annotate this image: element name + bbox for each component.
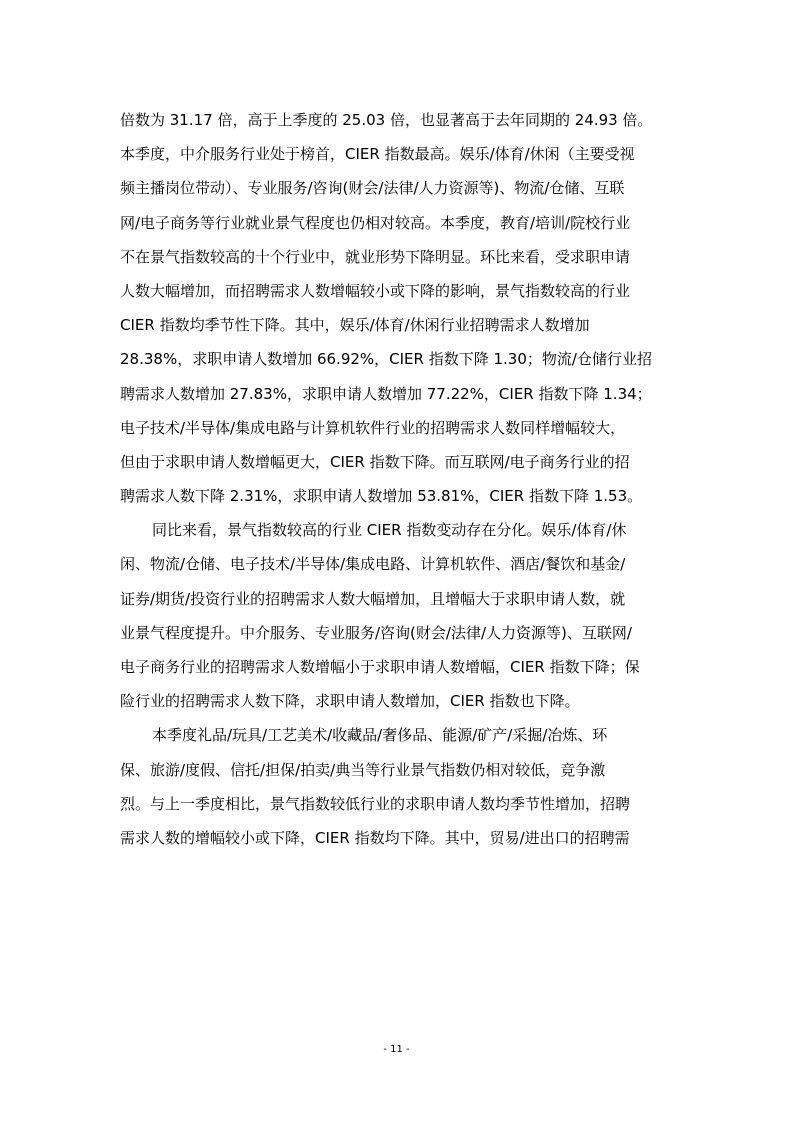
text-line: 28.38%，求职申请人数增加 66.92%，CIER 指数下降 1.30；物流/仓储行业招	[120, 350, 652, 369]
text-line: 需求人数的增幅较小或下降，CIER 指数均下降。其中，贸易/进出口的招聘需	[120, 828, 630, 847]
text-line: 业景气程度提升。中介服务、专业服务/咨询(财会/法律/人力资源等)、互联网/	[120, 623, 632, 642]
text-line: 同比来看，景气指数较高的行业 CIER 指数变动存在分化。娱乐/体育/休	[152, 521, 627, 540]
body-text	[120, 103, 675, 855]
text-line: 聘需求人数下降 2.31%，求职申请人数增加 53.81%，CIER 指数下降 1.53。	[120, 487, 643, 506]
text-line: 闲、物流/仓储、电子技术/半导体/集成电路、计算机软件、酒店/餐饮和基金/	[120, 555, 626, 574]
text-line: 电子技术/半导体/集成电路与计算机软件行业的招聘需求人数同样增幅较大，	[120, 418, 626, 437]
text-line: 烈。与上一季度相比，景气指数较低行业的求职申请人数均季节性增加，招聘	[120, 794, 631, 813]
text-line: 网/电子商务等行业就业景气程度也仍相对较高。本季度，教育/培训/院校行业	[120, 213, 631, 232]
text-line: 但由于求职申请人数增幅更大，CIER 指数下降。而互联网/电子商务行业的招	[120, 452, 630, 471]
text-line: 聘需求人数增加 27.83%，求职申请人数增加 77.22%，CIER 指数下降 1.34；	[120, 384, 652, 403]
text-line: 不在景气指数较高的十个行业中，就业形势下降明显。环比来看，受求职申请	[120, 247, 631, 266]
page-number: - 11 -	[383, 1044, 410, 1055]
text-line: 保、旅游/度假、信托/担保/拍卖/典当等行业景气指数仍相对较低，竞争激	[120, 760, 606, 779]
text-line: CIER 指数均季节性下降。其中，娱乐/体育/休闲行业招聘需求人数增加	[120, 316, 590, 335]
text-line: 证券/期货/投资行业的招聘需求人数大幅增加，且增幅大于求职申请人数，就	[120, 589, 626, 608]
text-line: 本季度礼品/玩具/工艺美术/收藏品/奢侈品、能源/矿产/采掘/冶炼、环	[152, 726, 608, 745]
text-line: 倍数为 31.17 倍，高于上季度的 25.03 倍，也显著高于去年同期的 24.93 倍。	[120, 111, 653, 129]
text-line: 电子商务行业的招聘需求人数增幅小于求职申请人数增幅，CIER 指数下降；保	[120, 658, 640, 676]
text-line: 本季度，中介服务行业处于榜首，CIER 指数最高。娱乐/体育/休闲（主要受视	[120, 145, 635, 164]
text-line: 频主播岗位带动）、专业服务/咨询(财会/法律/人力资源等)、物流/仓储、互联	[120, 179, 625, 198]
text-line: 险行业的招聘需求人数下降，求职申请人数增加，CIER 指数也下降。	[120, 692, 580, 711]
text-line: 人数大幅增加，而招聘需求人数增幅较小或下降的影响，景气指数较高的行业	[120, 281, 631, 300]
